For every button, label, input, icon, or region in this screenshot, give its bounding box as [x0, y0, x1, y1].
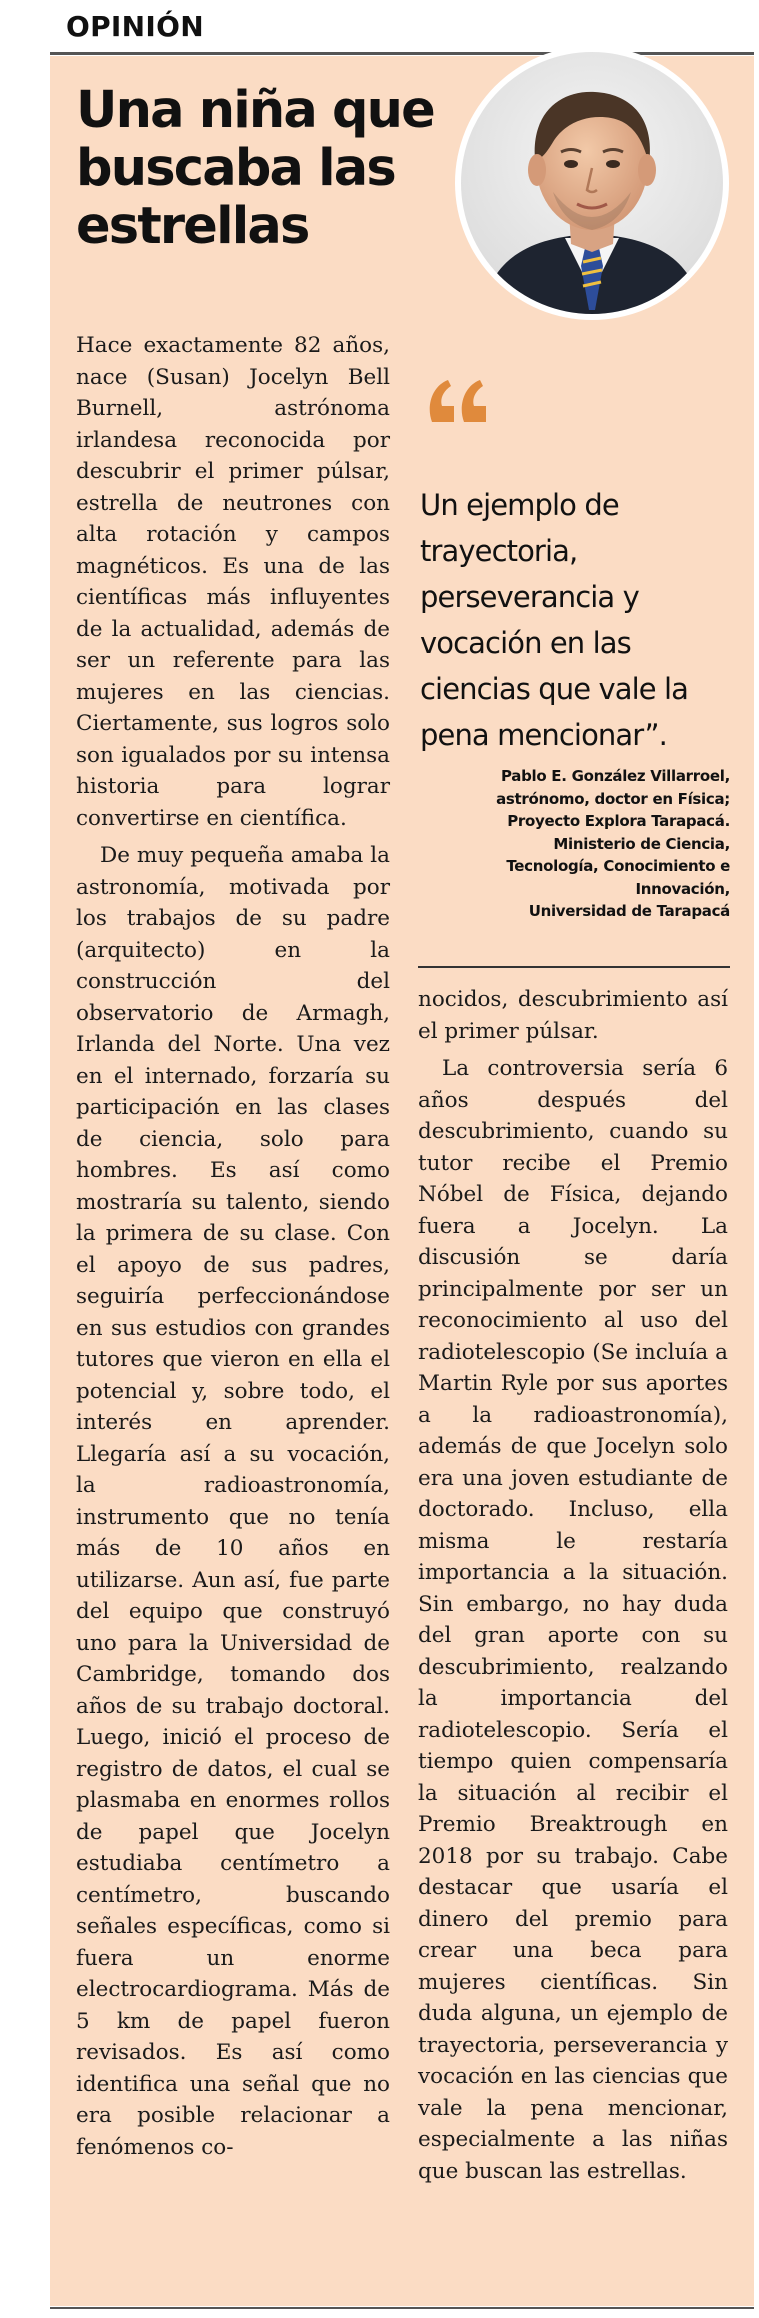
paragraph: Hace exactamente 82 años, nace (Susan) Jocelyn Bell Burnell, astrónoma irlandesa reconocida por descubrir el primer púlsar, estrella de neutrones con alta rotación y campos magnéticos. Es una de las científicas más influyentes de la actualidad, además de ser un referente para las mujeres en las ciencias. Ciertamente, sus logros solo son igualados por su intensa historia para lograr convertirse en científica.: [76, 333, 390, 831]
author-portrait: [461, 52, 723, 314]
author-credit: [420, 765, 730, 923]
paragraph: La controversia sería 6 años después del descubrimiento, cuando su tutor recibe el Premio Nóbel de Física, dejando fuera a Jocelyn. La discusión se daría principalmente por ser un reconocimiento al uso del radiotelescopio (Se incluía a Martin Ryle por sus aportes a la radioastronomía), además de que Jocelyn solo era una joven estudiante de doctorado. Incluso, ella misma le restaría importancia a la situación. Sin embargo, no hay duda del gran aporte con su descubrimiento, realzando la importancia del radiotelescopio. Sería el tiempo quien compensaría la situación al recibir el Premio Breaktrough en 2018 por su trabajo. Cabe destacar que usaría el dinero del premio para crear una beca para mujeres científicas. Sin duda alguna, un ejemplo de trayectoria, perseverancia y vocación en las ciencias que vale la pena mencionar, especialmente a las niñas que buscan las estrellas.: [418, 1056, 728, 2184]
paragraph: De muy pequeña amaba la astronomía, motivada por los trabajos de su padre (arquitecto) en la construcción del observatorio de Armagh, Irlanda del Norte. Una vez en el internado, forzaría su participación en las clases de ciencia, solo para hombres. Es así como mostraría su talento, siendo la primera de su clase. Con el apoyo de sus padres, seguiría perfeccionándose en sus estudios con grandes tutores que vieron en ella el potencial y, sobre todo, el interés en aprender. Llegaría así a su vocación, la radioastronomía, instrumento que no tenía más de 10 años en utilizarse. Aun así, fue parte del equipo que construyó uno para la Universidad de Cambridge, tomando dos años de su trabajo doctoral. Luego, inició el proceso de registro de datos, el cual se plasmaba en enormes rollos de papel que Jocelyn estudiaba centímetro a centímetro, buscando señales específicas, como si fuera un enorme electrocardiograma. Más de 5 km de papel fueron revisados. Es así como identifica una señal que no era posible relacionar a fenómenos co-: [76, 843, 390, 2160]
headline: Una niña que buscaba las estrellas: [76, 81, 434, 256]
section-label: OPINIÓN: [66, 10, 204, 43]
credit-line: astrónomo, doctor en Física;: [496, 789, 730, 808]
open-quote-icon: [424, 376, 494, 426]
pull-quote-rule: [418, 966, 730, 968]
article-body-left: [76, 330, 390, 2163]
pull-quote: Un ejemplo de trayectoria, perseverancia y vocación en las ciencias que vale la pena mencionar”.: [420, 488, 689, 752]
article-body-right: [418, 984, 728, 2187]
credit-line: Innovación,: [635, 879, 730, 898]
bottom-rule: [50, 2307, 754, 2309]
credit-line: Universidad de Tarapacá: [528, 902, 730, 920]
credit-line: Pablo E. González Villarroel,: [500, 767, 730, 785]
top-rule: [50, 52, 754, 55]
portrait-illustration: [461, 52, 723, 314]
credit-line: Ministerio de Ciencia,: [553, 834, 730, 853]
paragraph: nocidos, descubrimiento así el primer púlsar.: [418, 987, 728, 1044]
credit-line: Tecnología, Conocimiento e: [506, 857, 730, 875]
credit-line: Proyecto Explora Tarapacá.: [507, 812, 730, 830]
